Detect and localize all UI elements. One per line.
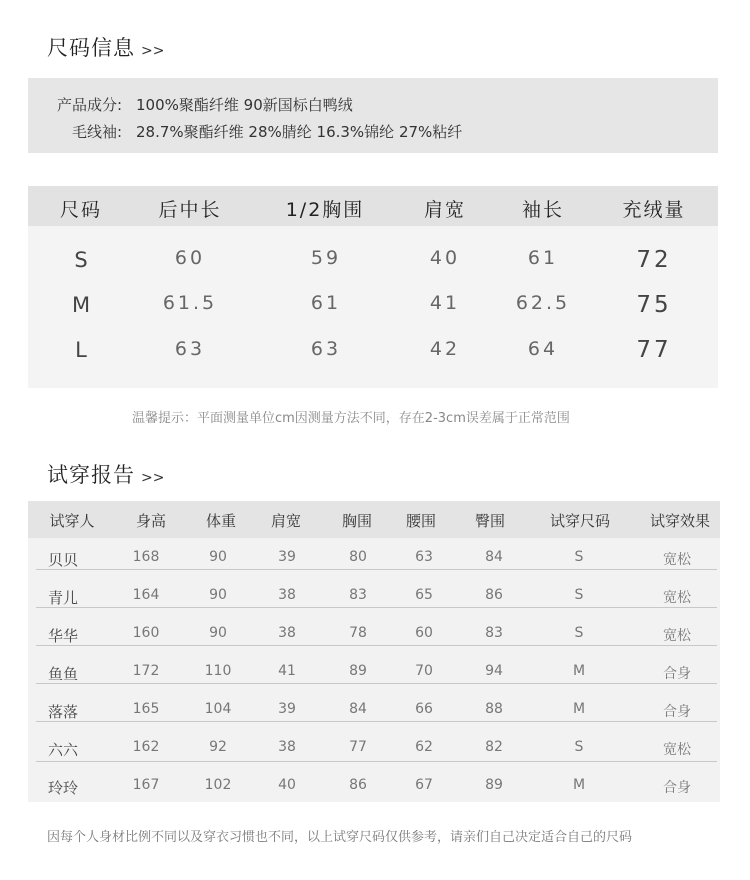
- try-cell: 90: [209, 587, 227, 603]
- try-cell: S: [574, 549, 584, 565]
- try-cell: 167: [132, 777, 160, 793]
- try-header-cell: 试穿人: [49, 512, 95, 530]
- try-report-title-text: 试穿报告: [47, 463, 135, 487]
- try-cell: 39: [278, 549, 296, 565]
- try-cell: 90: [209, 625, 227, 641]
- try-report-title: [47, 459, 164, 489]
- try-cell: 92: [209, 739, 227, 755]
- size-cell: 41: [429, 292, 461, 314]
- composition-box: [28, 78, 718, 153]
- try-header-cell: 腰围: [405, 512, 437, 530]
- size-cell: 64: [527, 338, 559, 360]
- try-header-cell: 胸围: [341, 512, 373, 530]
- size-cell: 59: [310, 247, 342, 269]
- try-cell: 80: [349, 549, 367, 565]
- try-cell: 86: [349, 777, 367, 793]
- try-cell: 84: [349, 701, 367, 717]
- try-header-cell: 身高: [135, 512, 167, 530]
- try-cell: 60: [415, 625, 433, 641]
- try-cell: 86: [485, 587, 503, 603]
- try-cell: 38: [278, 739, 296, 755]
- try-cell: 67: [415, 777, 433, 793]
- size-info-title: [47, 32, 164, 62]
- try-cell: 青儿: [48, 589, 79, 607]
- try-cell: S: [574, 625, 584, 641]
- composition-row: [28, 121, 462, 142]
- size-header-cell: 肩宽: [423, 199, 467, 221]
- row-divider: [36, 645, 717, 646]
- size-cell: 61: [527, 247, 559, 269]
- try-cell: 合身: [663, 666, 691, 682]
- try-row: [28, 538, 720, 576]
- row-divider: [36, 721, 717, 722]
- try-cell: 84: [485, 549, 503, 565]
- size-info-arrows: >>: [141, 43, 165, 59]
- composition-value: 100%聚酯纤维 90新国标白鸭绒: [136, 96, 353, 114]
- try-on-table: [28, 501, 720, 802]
- try-cell: 玲玲: [48, 779, 79, 797]
- try-header-cell: 试穿尺码: [549, 512, 611, 530]
- try-cell: 63: [415, 549, 433, 565]
- try-cell: 77: [349, 739, 367, 755]
- size-table: [28, 186, 718, 388]
- size-cell: 63: [174, 338, 206, 360]
- try-cell: 102: [204, 777, 232, 793]
- size-header-cell: 尺码: [59, 199, 103, 221]
- row-divider: [36, 607, 717, 608]
- try-cell: 合身: [663, 704, 691, 720]
- try-report-arrows: >>: [141, 470, 165, 486]
- try-cell: 89: [485, 777, 503, 793]
- size-cell: 63: [310, 338, 342, 360]
- composition-label: 毛线袖:: [71, 123, 122, 141]
- try-cell: 宽松: [663, 590, 691, 606]
- size-cell: 61.5: [162, 292, 218, 314]
- try-cell: 165: [132, 701, 160, 717]
- try-row: [28, 766, 720, 804]
- try-cell: 172: [132, 663, 160, 679]
- size-info-title-text: 尺码信息: [47, 36, 135, 60]
- try-cell: 65: [415, 587, 433, 603]
- try-header-cell: 体重: [205, 512, 237, 530]
- try-cell: 41: [278, 663, 296, 679]
- try-cell: 66: [415, 701, 433, 717]
- try-cell: M: [572, 777, 586, 793]
- composition-value: 28.7%聚酯纤维 28%腈纶 16.3%锦纶 27%粘纤: [136, 123, 463, 141]
- try-row: [28, 576, 720, 614]
- try-cell: 83: [485, 625, 503, 641]
- try-header-cell: 肩宽: [270, 512, 302, 530]
- try-cell: 39: [278, 701, 296, 717]
- try-cell: 鱼鱼: [48, 665, 79, 683]
- size-cell: 61: [310, 292, 342, 314]
- try-cell: 华华: [48, 627, 79, 645]
- size-table-header: [28, 186, 718, 226]
- try-row: [28, 614, 720, 652]
- try-cell: 贝贝: [48, 551, 79, 569]
- try-cell: M: [572, 663, 586, 679]
- try-cell: 70: [415, 663, 433, 679]
- try-cell: 88: [485, 701, 503, 717]
- measurement-note: 温馨提示：平面测量单位cm因测量方法不同，存在2-3cm误差属于正常范围: [132, 411, 570, 426]
- size-cell: 72: [636, 247, 672, 273]
- try-cell: 落落: [48, 703, 79, 721]
- try-cell: 宽松: [663, 552, 691, 568]
- size-cell: L: [75, 338, 87, 362]
- try-cell: 宽松: [663, 742, 691, 758]
- size-cell: S: [74, 248, 88, 272]
- try-cell: 78: [349, 625, 367, 641]
- size-cell: 77: [636, 337, 672, 363]
- try-cell: 宽松: [663, 628, 691, 644]
- try-header-cell: 臀围: [474, 512, 506, 530]
- try-row: [28, 690, 720, 728]
- try-on-table-header: [28, 501, 720, 538]
- size-cell: 62.5: [515, 292, 571, 314]
- size-cell: 40: [429, 247, 461, 269]
- try-cell: 40: [278, 777, 296, 793]
- try-on-note: 因每个人身材比例不同以及穿衣习惯也不同，以上试穿尺码仅供参考，请亲们自己决定适合自己的尺码: [47, 830, 633, 845]
- try-header-cell: 试穿效果: [649, 512, 711, 530]
- composition-label: 产品成分:: [56, 96, 122, 114]
- try-cell: 六六: [48, 741, 79, 759]
- size-cell: M: [71, 293, 91, 317]
- size-header-cell: 后中长: [158, 199, 222, 221]
- size-cell: 75: [636, 292, 672, 318]
- try-cell: 94: [485, 663, 503, 679]
- try-cell: 38: [278, 587, 296, 603]
- try-cell: 82: [485, 739, 503, 755]
- size-cell: 42: [429, 338, 461, 360]
- row-divider: [36, 569, 717, 570]
- composition-row: [28, 94, 353, 115]
- try-cell: 83: [349, 587, 367, 603]
- try-cell: S: [574, 587, 584, 603]
- row-divider: [36, 683, 717, 684]
- try-cell: 104: [204, 701, 232, 717]
- size-header-cell: 充绒量: [622, 199, 686, 221]
- try-cell: 110: [204, 663, 232, 679]
- size-header-cell: 袖长: [521, 199, 565, 221]
- size-cell: 60: [174, 247, 206, 269]
- row-divider: [36, 761, 717, 762]
- try-cell: 90: [209, 549, 227, 565]
- size-header-cell: 1/2胸围: [285, 199, 365, 221]
- try-cell: 62: [415, 739, 433, 755]
- try-cell: 89: [349, 663, 367, 679]
- try-cell: 162: [132, 739, 160, 755]
- try-cell: 168: [132, 549, 160, 565]
- try-cell: 38: [278, 625, 296, 641]
- try-cell: 160: [132, 625, 160, 641]
- try-cell: 164: [132, 587, 160, 603]
- try-cell: M: [572, 701, 586, 717]
- try-cell: S: [574, 739, 584, 755]
- try-row: [28, 652, 720, 690]
- try-cell: 合身: [663, 780, 691, 796]
